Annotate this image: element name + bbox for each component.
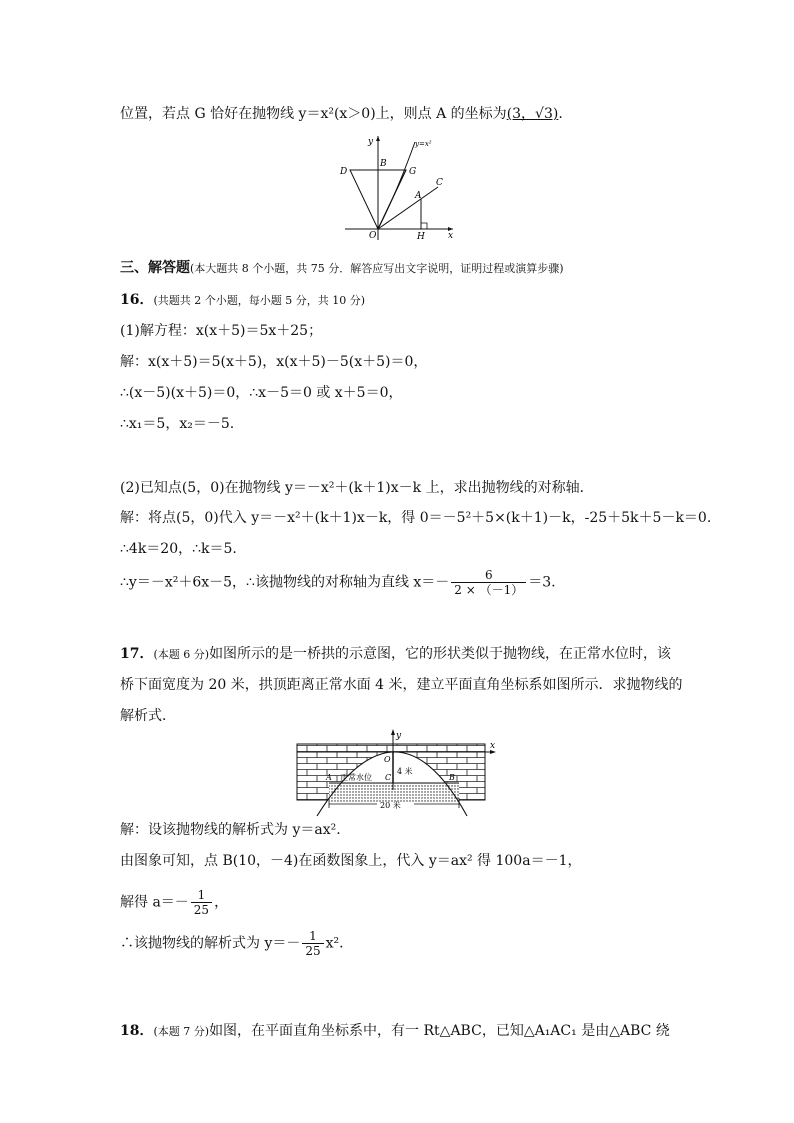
figure-bridge-arch bbox=[292, 728, 502, 818]
q17-solution1: 解：设该抛物线的解析式为 y＝ax². bbox=[120, 822, 341, 838]
q18-text: 如图，在平面直角坐标系中，有一 Rt△ABC，已知△A₁AC₁ 是由△ABC 绕 bbox=[209, 1023, 670, 1039]
figure-parabola-geometry bbox=[335, 132, 465, 242]
label-c: C bbox=[436, 178, 443, 188]
q16-step2: ∴(x－5)(x＋5)＝0，∴x－5＝0 或 x＋5＝0， bbox=[120, 385, 403, 401]
q16-part2: (2)已知点(5，0)在抛物线 y＝－x²＋(k＋1)x－k 上，求出抛物线的对称轴． bbox=[120, 480, 594, 496]
q17-line1 bbox=[120, 644, 671, 665]
q17-solution4-end: x². bbox=[325, 935, 344, 952]
right-angle-mark bbox=[421, 223, 427, 229]
label-g: G bbox=[409, 167, 417, 177]
q16-step6-result: ＝3. bbox=[528, 574, 556, 591]
q17-fraction-a-denominator: 25 bbox=[193, 903, 210, 917]
q16-step6 bbox=[120, 568, 556, 597]
q17-solution2: 由图象可知，点 B(10，－4)在函数图象上，代入 y＝ax² 得 100a＝－1， bbox=[120, 853, 582, 869]
q17-solution3-text: 解得 a＝－ bbox=[120, 894, 189, 911]
q16-step3: ∴x₁＝5，x₂＝－5. bbox=[120, 416, 235, 432]
section-heading bbox=[120, 258, 564, 279]
label-water: 正常水位 bbox=[340, 773, 372, 782]
q17-fraction-b bbox=[302, 929, 323, 958]
y-axis-arrow bbox=[376, 136, 380, 141]
q16-fraction-numerator: 6 bbox=[451, 568, 526, 583]
q16-number: 16． bbox=[120, 292, 154, 308]
q15-period: . bbox=[558, 106, 563, 122]
q17-fraction-b-denominator: 25 bbox=[305, 944, 321, 958]
q18-score: (本题 7 分) bbox=[153, 1025, 210, 1038]
q16-fraction bbox=[451, 568, 526, 597]
q16-header bbox=[120, 290, 365, 311]
q17-line3: 解析式． bbox=[120, 708, 176, 724]
section-title: 三、解答题 bbox=[120, 260, 190, 276]
q17-fraction-b-numerator: 1 bbox=[302, 929, 323, 944]
label-width: 20 米 bbox=[380, 801, 401, 810]
q16-score: (共题共 2 个小题，每小题 5 分，共 10 分) bbox=[153, 294, 366, 307]
q17-score: (本题 6 分) bbox=[153, 648, 210, 661]
q17-line2: 桥下面宽度为 20 米，拱顶距离正常水面 4 米，建立平面直角坐标系如图所示．求抛物线的 bbox=[120, 677, 683, 693]
label-a: A bbox=[415, 191, 422, 201]
q18-number: 18． bbox=[120, 1023, 154, 1039]
q16-step5: ∴4k＝20，∴k＝5. bbox=[120, 541, 237, 557]
q17-solution3 bbox=[120, 888, 228, 917]
q16-step4: 解：将点(5，0)代入 y＝－x²＋(k＋1)x－k，得 0＝－5²＋5×(k＋1)－k，-25＋5k＋5－k＝0. bbox=[120, 510, 712, 526]
q17-solution3-end: ， bbox=[214, 894, 229, 911]
label-b: B bbox=[449, 773, 455, 782]
label-h: H bbox=[417, 232, 425, 242]
q16-fraction-denominator: 2 × （－1） bbox=[454, 583, 524, 597]
q15-line bbox=[120, 104, 563, 124]
q16-part1: (1)解方程：x(x＋5)＝5x＋25； bbox=[120, 323, 323, 339]
label-x: x bbox=[448, 231, 454, 241]
q17-solution4 bbox=[120, 929, 344, 958]
line-oa bbox=[378, 187, 438, 229]
label-y: y bbox=[396, 731, 402, 741]
q16-step1: 解：x(x＋5)＝5(x＋5)，x(x＋5)－5(x＋5)＝0， bbox=[120, 354, 428, 370]
label-x: x bbox=[490, 741, 496, 751]
label-height: 4 米 bbox=[397, 767, 413, 776]
label-b: B bbox=[380, 159, 387, 169]
label-o: O bbox=[384, 755, 391, 764]
label-o: O bbox=[369, 231, 377, 241]
q15-text: 位置，若点 G 恰好在抛物线 y＝x²(x＞0)上，则点 A 的坐标为 bbox=[120, 106, 507, 122]
water-body bbox=[329, 783, 459, 803]
y-axis-arrow bbox=[391, 729, 395, 735]
q17-solution4-text: ∴该抛物线的解析式为 y＝－ bbox=[120, 935, 301, 952]
q16-step6-text: ∴y＝－x²＋6x－5，∴该抛物线的对称轴为直线 x＝－ bbox=[120, 574, 450, 591]
section-note: (本大题共 8 个小题，共 75 分．解答应写出文字说明，证明过程或演算步骤) bbox=[190, 262, 564, 275]
segment-og bbox=[378, 170, 406, 229]
q17-text1: 如图所示的是一桥拱的示意图，它的形状类似于抛物线，在正常水位时，该 bbox=[209, 646, 672, 662]
label-c: C bbox=[385, 773, 392, 782]
q17-fraction-a-numerator: 1 bbox=[191, 888, 212, 903]
q17-number: 17． bbox=[120, 646, 154, 662]
q17-fraction-a bbox=[191, 888, 212, 917]
label-d: D bbox=[340, 167, 348, 177]
label-a: A bbox=[326, 773, 332, 782]
q15-answer: (3，√3) bbox=[506, 106, 559, 122]
label-curve: y=x² bbox=[415, 140, 432, 148]
q18-line1 bbox=[120, 1021, 670, 1042]
label-y: y bbox=[368, 137, 374, 147]
